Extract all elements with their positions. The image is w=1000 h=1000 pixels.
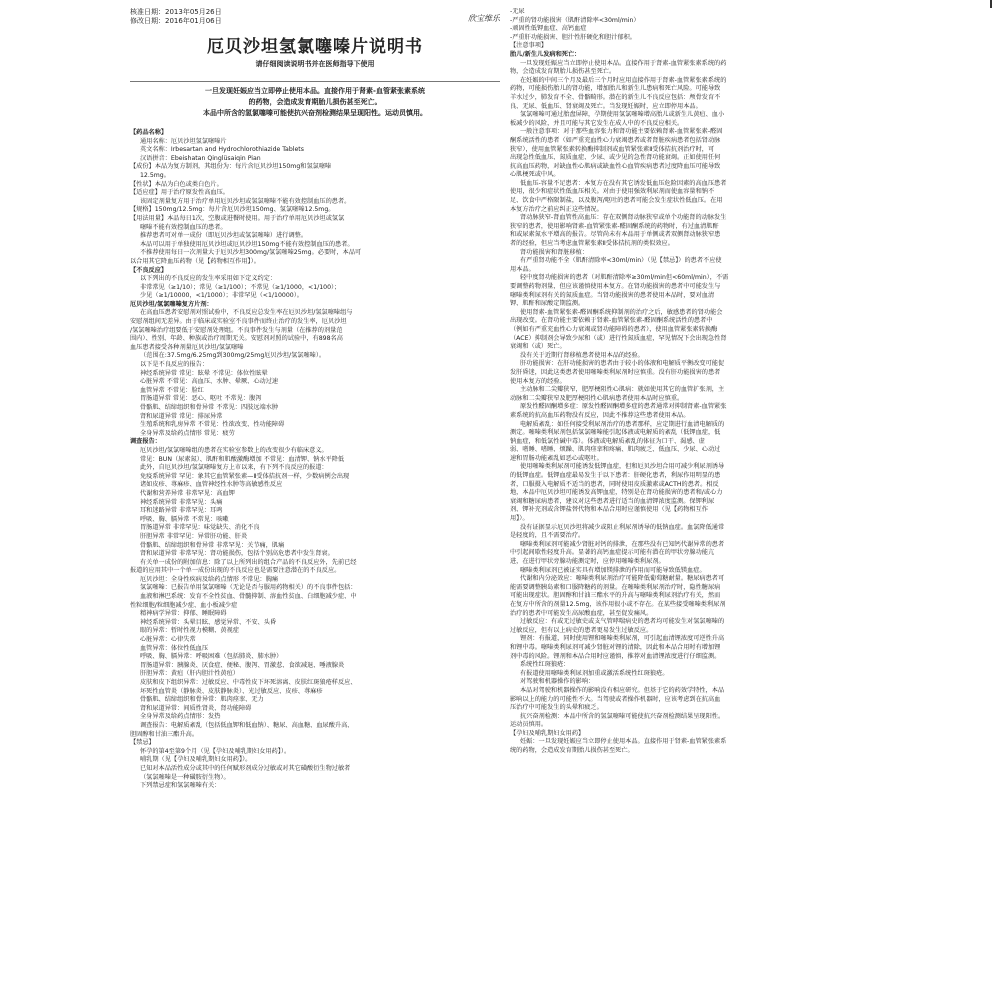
warning-line: 一旦发现妊娠应当立即停止使用本品。直接作用于肾素-血管紧张素系统 bbox=[205, 87, 425, 95]
text-line: 一旦发现妊娠应当立即停止使用本品。直接作用于肾素-血管紧张素系统的药 bbox=[520, 59, 727, 67]
text-line: 物，会造成发育期胎儿损伤甚至死亡。 bbox=[510, 68, 616, 76]
text-line: 精神病学异常：抑郁、睡眠障碍 bbox=[140, 610, 227, 618]
text-line: 低血压-容量不足患者：本复方在没有其它诱发低血压危险因素的高血压患者 bbox=[520, 179, 727, 187]
text-line: 出现改变。在肾功能主要依赖于肾素-血管紧张素-醛固酮系统活性的患者中 bbox=[510, 317, 713, 325]
text-line: 钾、肌酐和尿酸定期监测。 bbox=[510, 300, 585, 308]
text-line: 安慰剂组间无差异。由于临床或实验室不良事件而终止治疗的发生率，厄贝沙坦 bbox=[130, 318, 347, 326]
text-line: 电解质紊乱：如任何接受利尿剂治疗的患者那样，应定期进行血清电解质的 bbox=[520, 420, 725, 428]
text-line: 主动脉和二尖瓣狭窄，肥厚梗阻性心肌病：就如使用其它的血管扩张剂，主 bbox=[520, 386, 725, 394]
text-line: -无尿 bbox=[510, 8, 525, 15]
text-line: 有关单一成份的附加信息：除了以上所列出的组合产品的不良反应外，先前已经 bbox=[140, 558, 357, 566]
text-line: 报道的应用其中一个单一成份出现的不良反应也是需要注意潜在的不良反应。 bbox=[130, 567, 341, 575]
text-line: 动脉和二尖瓣狭窄及肥厚梗阻性心肌病患者使用本品时应慎重。 bbox=[510, 394, 684, 402]
text-line: 皮肤和皮下组织异常：过敏反应、中毒性皮下坏死溶离、皮肤红斑狼疮样反应、 bbox=[140, 679, 357, 686]
text-line: 生殖系统和乳房异常 不常见：性欲改变、性功能障碍 bbox=[140, 421, 285, 429]
text-line: /氢氯噻嗪治疗组要低于安慰剂处理组。不良事件发生与剂量（在推荐的剂量范 bbox=[130, 326, 343, 334]
brand-logo: 欣宝维乐 bbox=[468, 14, 500, 23]
text-line: 用本品。 bbox=[510, 265, 535, 273]
text-line: 本复方治疗之前应纠正这些情况。 bbox=[510, 205, 603, 213]
text-line: 板减少的风险，并且可能与其它发生在成人中的不良反应相关。 bbox=[510, 119, 684, 127]
text-line: 哺乳期（见【孕妇及哺乳期妇女用药】）。 bbox=[140, 756, 252, 764]
approval-date: 核准日期：2013年05月26日 bbox=[130, 8, 222, 16]
text-line: （氢氯噻嗪是一种磺胺衍生物）。 bbox=[140, 773, 230, 781]
text-line: 不推荐使用每日一次剂量大于厄贝沙坦300mg/氢氯噻嗪25mg。必要时，本品可 bbox=[140, 249, 362, 257]
text-line: 【成份】本品为复方制剂，其组份为：每片含厄贝沙坦150mg和氢氯噻嗪 bbox=[130, 163, 332, 171]
warning-line: 的药物，会造成发育期胎儿损伤甚至死亡。 bbox=[248, 98, 382, 106]
text-line: 本品可以用于单独使用厄贝沙坦或厄贝沙坦150mg不能有效控制血压的患者。 bbox=[140, 240, 354, 248]
text-line: 和锂中毒。噻嗪类利尿剂可减少肾脏对锂的清除，因此和本品合用时有增加锂 bbox=[510, 643, 721, 651]
text-line: 原发性醛固酮增多症：原发性醛固酮增多症的患者通常对抑制肾素-血管紧张 bbox=[520, 403, 727, 411]
text-line: 12.5mg。 bbox=[140, 171, 170, 179]
text-line: （范围在:37.5mg/6.25mg到300mg/25mg厄贝沙坦/氢氯噻嗪）。 bbox=[140, 352, 326, 360]
text-line: 肾和尿道异常 常见：排尿异常 bbox=[140, 412, 223, 420]
text-line: 坏死性血管炎（静脉炎、皮肤静脉炎）、光过敏反应、皮疹、荨麻疹 bbox=[140, 687, 323, 695]
text-line: 厄贝沙坦：全身性疾病及给药点情形 不常见：胸痛 bbox=[140, 575, 279, 583]
text-line: 非常常见（≥1/10）；常见（≥1/100）；不常见（≥1/1000，<1/100）； bbox=[140, 283, 341, 291]
text-line: 过敏反应，但有以上病史的患者更易发生过敏反应。 bbox=[510, 626, 653, 634]
text-line: 有报道使用噻嗪类利尿剂加重或激活系统性红斑狼疮。 bbox=[520, 669, 669, 677]
text-line: 胆固醇和甘油三酯升高。 bbox=[130, 730, 199, 738]
text-line: 神经系统异常 常见：眩晕 不常见：体位性眩晕 bbox=[140, 369, 268, 377]
text-line: 血管异常：体位性低血压 bbox=[140, 644, 209, 652]
revision-date: 修改日期：2016年01月06日 bbox=[130, 17, 222, 25]
text-line: 速和胃肠功能紊乱如恶心或呕吐。 bbox=[510, 454, 603, 462]
text-line: 肾和尿道异常：间质性肾炎、肾功能障碍 bbox=[140, 704, 252, 712]
text-line: 酮系统活性的患者（如严重充血性心力衰竭患者或者肾脏疾病患者包括肾动脉 bbox=[510, 136, 721, 144]
text-line: 胃肠道异常：胰腺炎、厌食症、便秘、腹泻、胃激惹、食欲减退、唾液腺炎 bbox=[140, 661, 345, 669]
text-line: 怀孕的第4至第9个月（见【孕妇及哺乳期妇女用药】）。 bbox=[140, 747, 291, 755]
right-body bbox=[510, 8, 845, 756]
text-line: 血液和淋巴系统：发育不全性贫血、骨髓抑制、溶血性贫血、白细胞减少症、中 bbox=[140, 593, 357, 601]
text-line: 剂中毒的风险。锂剂和本品合用时应谨慎，推荐对血清锂浓度进行仔细监测。 bbox=[510, 652, 721, 660]
text-line: 使用肾素-血管紧张素-醛固酮系统抑制剂的治疗之后，敏感患者的肾功能会 bbox=[520, 308, 723, 316]
text-line: 钠血症，和低氯性碱中毒）。体液或电解质紊乱的体征为口干、渴感、虚 bbox=[510, 437, 705, 445]
text-line: 【药品名称】 bbox=[130, 129, 168, 136]
text-line: -顽固性低钾血症、高钙血症 bbox=[510, 25, 587, 33]
text-line: 的低钾血症。低钾血症最易发生于以下患者：肝硬化患者，利尿作用明显的患 bbox=[510, 472, 721, 480]
text-line: 噻嗪类利尿剂有关的氮质血症。当肾功能损害的患者使用本品时，要对血清 bbox=[510, 291, 715, 299]
text-line: 调查报告：电解质紊乱（包括低血钾和低血钠）、糖尿、高血糖、血尿酸升高、 bbox=[140, 721, 354, 729]
text-line: 胎儿/新生儿发病和死亡： bbox=[510, 50, 581, 58]
text-line: 骨骼肌、结缔组织和骨异常 非常罕见：关节痛，肌痛 bbox=[140, 541, 285, 549]
text-line: 良、无尿、低血压、肾衰竭及死亡。当发现妊娠时，应立即停用本品。 bbox=[510, 102, 702, 110]
text-line: 者，口服摄入电解质不适当的患者，同时使用皮质激素或ACTH的患者。相反 bbox=[510, 480, 719, 488]
text-line: 治疗的患者中可能发生高尿酸血症，甚至促发痛风。 bbox=[510, 609, 653, 617]
text-line: 呼吸、胸、膈异常 不常见：咳嗽 bbox=[140, 515, 229, 523]
text-line: 【注意事项】 bbox=[510, 42, 548, 50]
text-line: 推荐患者可对单一成份（即厄贝沙坦或氢氯噻嗪）进行调整。 bbox=[140, 232, 308, 240]
text-line: 代谢和内分泌效应：噻嗪类利尿剂治疗可能降低葡萄糖耐量。糖尿病患者可 bbox=[520, 575, 725, 583]
text-line: 是轻度的，且不需要治疗。 bbox=[510, 532, 585, 540]
document-title: 厄贝沙坦氢氯噻嗪片说明书 bbox=[207, 37, 423, 57]
text-line: 氢氯噻嗪可通过胎盘屏障，孕期使用氢氯噻嗪增高胎儿或新生儿黄疸、血小 bbox=[520, 111, 725, 119]
text-line: 噻嗪类利尿剂已被证实具有增加镁排泄的作用而可能导致低镁血症。 bbox=[520, 566, 706, 574]
text-line: 肝胆异常：黄疸（肝内胆汁性黄疸） bbox=[140, 670, 239, 678]
text-line: 【适应症】用于治疗原发性高血压。 bbox=[130, 189, 229, 197]
text-line: 能需要调整胰岛素和口服降糖药的剂量。在噻嗪类利尿剂治疗时，隐性糖尿病 bbox=[510, 583, 721, 591]
text-line: 运动员慎用。 bbox=[510, 721, 548, 729]
text-line: 可能出现症状。胆固醇和甘油三酯水平的升高与噻嗪类利尿剂治疗有关，然而 bbox=[510, 592, 721, 600]
text-line: 轻中度肾功能损害的患者（对肌酐清除率≥30ml/min但<60ml/min），不需 bbox=[520, 274, 729, 282]
text-line: 妊娠：一旦发现妊娠应当立即停止使用本品。直接作用于肾素-血管紧张素系 bbox=[520, 738, 727, 746]
text-line: 衰竭和糖尿病患者，建议对这些患者进行适当的血清钾浓度监测。保钾利尿 bbox=[510, 497, 715, 505]
text-line: 系统性红斑狼疮： bbox=[520, 661, 570, 669]
warning-line: 本品中所含的氢氯噻嗪可能使抗兴奋剂检测结果呈现阳性。运动员慎用。 bbox=[203, 109, 427, 117]
text-line: -严重的肾功能损害（肌酐清除率<30ml/min） bbox=[510, 16, 640, 24]
text-line: 性粒细胞/粒细胞减少症、血小板减少症 bbox=[130, 601, 238, 609]
text-line: 汉语拼音：Ebeishatan Qinglüsaiqin Pian bbox=[140, 154, 261, 162]
text-line: 要调整药物剂量，但应该谨慎使用本复方。在肾功能损害的患者中可能发生与 bbox=[510, 283, 721, 290]
text-line: 没有证据显示厄贝沙坦将减少或阻止利尿剂诱导的低钠血症。血氯降低通常 bbox=[520, 523, 725, 531]
text-line: 压治疗中可能发生的头晕和疲乏。 bbox=[510, 704, 603, 712]
text-line: 【性状】本品为白色或类白色片。 bbox=[130, 180, 223, 188]
text-line: 眼的异常：暂时性视力模糊、黄视症 bbox=[140, 627, 239, 635]
text-line: -严重肝功能损害、胆汁性肝硬化和胆汁郁积。 bbox=[510, 33, 636, 41]
text-line: 全身异常及给药点情形 常见：疲劳 bbox=[140, 429, 235, 437]
text-line: 少见（≥1/10000，<1/1000）；非常罕见（<1/10000）。 bbox=[140, 292, 303, 300]
text-line: 常见：BUN（尿素氮）、肌酐和肌酸激酶增加 不常见：血清钾、钠水平降低 bbox=[140, 455, 345, 463]
text-line: 调查报告： bbox=[130, 438, 161, 446]
text-line: 测定。噻嗪类利尿剂包括氢氯噻嗪能引起体液或电解质的紊乱（低钾血症，低 bbox=[510, 429, 721, 437]
text-line: 心脏异常 不常见：高血压、水肿、晕厥、心动过速 bbox=[140, 378, 279, 386]
text-line: 使用，很少和症状性低血压相关。对由于使用强效利尿剂而使血容量和钠不 bbox=[510, 188, 715, 196]
text-line: 肾功能损害和肾脏移植： bbox=[520, 248, 589, 256]
text-line: 肾和尿道异常 非常罕见：肾功能损伤，包括个别高危患者中发生肾衰。 bbox=[140, 550, 334, 558]
text-line: 此外，自厄贝沙坦/氢氯噻嗪复方上市以来，有下列不良反应的报道： bbox=[140, 464, 328, 472]
text-line: 骨骼肌、结缔组织和骨异常 不常见：四肢远端水肿 bbox=[140, 404, 279, 411]
text-line: 胃肠道异常 常见：恶心、呕吐 不常见：腹泻 bbox=[140, 395, 262, 403]
text-line: 狭窄），使用血管紧张素转换酶抑制剂或血管紧张素Ⅱ受体拮抗剂治疗时，可 bbox=[510, 145, 715, 153]
text-line: 血管异常 不常见：脸红 bbox=[140, 386, 204, 394]
text-line: 影响以上的能力的可能性不大。当驾驶或者操作机器时，应该考虑到在抗高血 bbox=[510, 695, 721, 703]
text-line: 以下是不良反应的报告： bbox=[140, 361, 209, 369]
text-line: 厄贝沙坦/氢氯噻嗪组的患者在实验室参数上的改变很少有临床意义。 bbox=[140, 446, 328, 454]
text-line: 神经系统异常：头晕目眩、感觉异常、不安、头昏 bbox=[140, 618, 277, 626]
edge-mark bbox=[990, 0, 992, 8]
text-line: 用】）。 bbox=[510, 515, 529, 523]
text-line: 没有关于近期行肾移植患者使用本品的经验。 bbox=[520, 351, 644, 359]
text-line: （ACE）抑制剂会导致少尿和（或）进行性氮质血症，罕见情况下会出现急性肾 bbox=[510, 334, 727, 342]
text-line: 过敏反应：有或无过敏史或支气管哮喘病史的患者均可能发生对氢氯噻嗪的 bbox=[520, 618, 725, 626]
text-line: 通用名称：厄贝沙坦氢氯噻嗪片 bbox=[140, 137, 227, 145]
text-line: 在妊娠的中间三个月及最后三个月时应用直接作用于肾素-血管紧张素系统的 bbox=[520, 76, 727, 84]
text-line: 在高血压患者安慰剂对照试验中，不良反应总发生率在厄贝沙坦/氢氯噻嗪组与 bbox=[140, 309, 353, 317]
text-line: 有严重肾功能不全（肌酐清除率<30ml/min）（见【禁忌】）的患者不应使 bbox=[520, 257, 722, 265]
text-line: 中引起间歇性轻度升高。显著的高钙血症提示可能有潜在的甲状旁腺功能亢 bbox=[510, 549, 715, 557]
text-line: 狭窄的患者，使用影响肾素-血管紧张素-醛固酮系统的药物时，有过血清肌酐 bbox=[510, 222, 719, 230]
text-line: （例如有严重充血性心力衰竭或肾功能障碍的患者），使用血管紧张素转换酶 bbox=[510, 325, 718, 333]
text-line: 抗兴奋剂检测：本品中所含的氢氯噻嗪可能使抗兴奋剂检测结果呈现阳性。 bbox=[520, 712, 725, 720]
text-line: 肝胆异常 非常罕见：异常肝功能、肝炎 bbox=[140, 532, 248, 540]
divider bbox=[130, 81, 500, 82]
text-line: 衰竭和（或）死亡。 bbox=[510, 343, 566, 351]
text-line: 使用噻嗪类利尿剂可能诱发低钾血症，但和厄贝沙坦合用可减少利尿剂诱导 bbox=[520, 463, 725, 471]
text-line: 【孕妇及哺乳期妇女用药】 bbox=[510, 729, 585, 737]
text-line: 血压患者接受各种剂量厄贝沙坦/氢氯噻嗪 bbox=[130, 343, 244, 351]
text-line: 全身异常及给药点情形：发热 bbox=[140, 713, 221, 721]
left-column bbox=[130, 8, 500, 998]
text-line: 使用本复方的经验。 bbox=[510, 377, 566, 385]
text-line: 耳和迷路异常 非常罕见：耳鸣 bbox=[140, 507, 223, 515]
text-line: 以下列出的不良反应的发生率采用如下定义约定： bbox=[140, 275, 277, 283]
text-line: 在复方中所含的剂量12.5mg，该作用很小或不存在。在某些接受噻嗪类利尿剂 bbox=[510, 600, 726, 608]
text-line: 诸如皮疹、荨麻疹、血管神经性水肿等高敏感性反应 bbox=[140, 481, 283, 489]
text-line: 素系统的抗高血压药物没有反应，因此不推荐这些患者使用本品。 bbox=[510, 411, 690, 419]
text-line: 【不良反应】 bbox=[130, 266, 168, 274]
text-line: 对驾驶和机器操作的影响： bbox=[520, 678, 595, 686]
header-dates bbox=[130, 8, 222, 26]
text-line: 药物，可能损伤胎儿的肾功能，增加胎儿和新生儿患病和死亡风险。可能导致 bbox=[510, 85, 721, 93]
text-line: 英文名称：Irbesartan and Hydrochlorothiazide Tablets bbox=[140, 146, 304, 154]
text-line: 围内）、性别、年龄、种族或治疗周期无关。安慰剂对照的试验中，有898名高 bbox=[130, 335, 343, 343]
text-line: 骨骼肌、结缔组织和骨异常：肌肉痉挛、无力 bbox=[140, 696, 264, 704]
text-line: 下列禁忌症和氢氯噻嗪有关： bbox=[140, 782, 221, 790]
document-subtitle: 请仔细阅读说明书并在医师指导下使用 bbox=[255, 60, 375, 68]
text-line: 心肌梗死或中风。 bbox=[510, 171, 560, 179]
text-line: 免疫系统异常 罕见：象其它血管紧张素—Ⅱ受体拮抗剂一样，少数病例会出现 bbox=[140, 472, 350, 480]
text-line: 肾动脉狭窄-肾血管性高血压：存在双侧肾动脉狭窄或单个功能肾的动脉发生 bbox=[520, 214, 727, 222]
right-column bbox=[510, 8, 845, 998]
text-line: 【规格】150mg/12.5mg：每片含厄贝沙坦150mg、氢氯噻嗪12.5mg。 bbox=[130, 206, 335, 214]
text-line: 统的药物，会造成发育期胎儿损伤甚至死亡。 bbox=[510, 747, 634, 755]
text-line: 地，本品中厄贝沙坦可能诱发高钾血症，特别是在肾功能损害的患者和/或心力 bbox=[510, 489, 723, 497]
text-line: 剂、钾补充剂或含钾盐替代物和本品合用时应谨慎使用（见【药物相互作 bbox=[510, 506, 708, 514]
text-line: 【禁忌】 bbox=[130, 739, 155, 747]
warning-box bbox=[130, 86, 500, 119]
text-line: 一般注意事项：对于那些血容张力和肾功能主要依赖肾素-血管紧张素-醛固 bbox=[520, 128, 723, 136]
text-line: 和或尿素氮水平增高的报告。尽管尚未有本品用于单侧或者双侧肾动脉狭窄患 bbox=[510, 231, 721, 239]
text-line: 羊水过少，肺发育不全、骨骼畸形。潜在的新生儿不良反应包括：颅骨发育不 bbox=[510, 93, 721, 101]
text-line: 本品对驾驶和机器操作的影响没有相应研究。但基于它的药效学特性，本品 bbox=[520, 686, 725, 694]
text-line: 神经系统异常 非常罕见：头痛 bbox=[140, 498, 223, 506]
text-line: 出现急性低血压、氮质血症、少尿、或少见的急性肾功能衰竭。正如使用任何 bbox=[510, 154, 721, 162]
text-line: 胃肠道异常 非常罕见：味觉缺失、消化不良 bbox=[140, 524, 260, 532]
text-line: 者的经验，但应当考虑血管紧张素Ⅱ受体拮抗剂的类似效应。 bbox=[510, 240, 674, 248]
text-line: 呼吸、胸、膈异常：呼吸困难（包括肺炎、肺水肿） bbox=[140, 653, 283, 661]
text-line: 发肝昏迷，因此这类患者使用噻嗪类利尿剂时应慎重。没有肝功能损害的患者 bbox=[510, 368, 721, 376]
text-line: 氢氯噻嗪：已报告单用氢氯噻嗪（无论是否与服用药物相关）的不良事件包括： bbox=[140, 584, 357, 592]
text-line: 噻嗪类利尿剂可能减少肾脏对钙的排泄，在那些没有已知钙代谢异常的患者 bbox=[520, 540, 725, 548]
text-line: 锂剂：有报道，同时使用锂和噻嗪类利尿剂，可引起血清锂浓度可逆性升高 bbox=[520, 635, 725, 643]
text-line: 弱、嗜睡、嗜睡、烦躁、肌肉痉挛和疼痛、肌肉疲乏、低血压、少尿、心动过 bbox=[510, 446, 721, 454]
text-line: 进，在进行甲状旁腺功能测定时，应停用噻嗪类利尿剂。 bbox=[510, 558, 665, 565]
text-line: 足、饮食中严格限制盐，以及腹泻/呕吐的患者可能会发生症状性低血压。在用 bbox=[510, 197, 723, 205]
text-line: 噻嗪不能有效控制血压的患者。 bbox=[140, 223, 227, 231]
text-line: 肝功能损害：在肝功能损害的患者由于较小的体液和电解质平衡改变可能促 bbox=[520, 360, 725, 368]
text-line: 代谢和营养异常 非常罕见：高血钾 bbox=[140, 489, 235, 497]
text-line: 抗高血压药物，对缺血性心肌病或缺血性心血管疾病患者过度降血压可能导致 bbox=[510, 162, 721, 170]
left-body bbox=[130, 129, 500, 791]
text-line: 【用法用量】本品每日1次，空腹或进餐时使用。用于治疗单用厄贝沙坦或氢氯 bbox=[130, 214, 345, 222]
text-line: 该固定剂量复方用于治疗单用厄贝沙坦或氢氯噻嗪不能有效控制血压的患者。 bbox=[140, 197, 351, 205]
header bbox=[130, 8, 500, 26]
text-line: 心脏异常：心律失常 bbox=[140, 636, 196, 644]
text-line: 已知对本品活性成分或其中的任何赋形剂成分过敏或对其它磺酸衍生物过敏者 bbox=[140, 764, 351, 772]
text-line: 厄贝沙坦/氢氯噻嗪复方片剂： bbox=[130, 300, 213, 308]
text-line: 以合用其它降血压药物（见【药物相互作用】）。 bbox=[130, 257, 260, 265]
